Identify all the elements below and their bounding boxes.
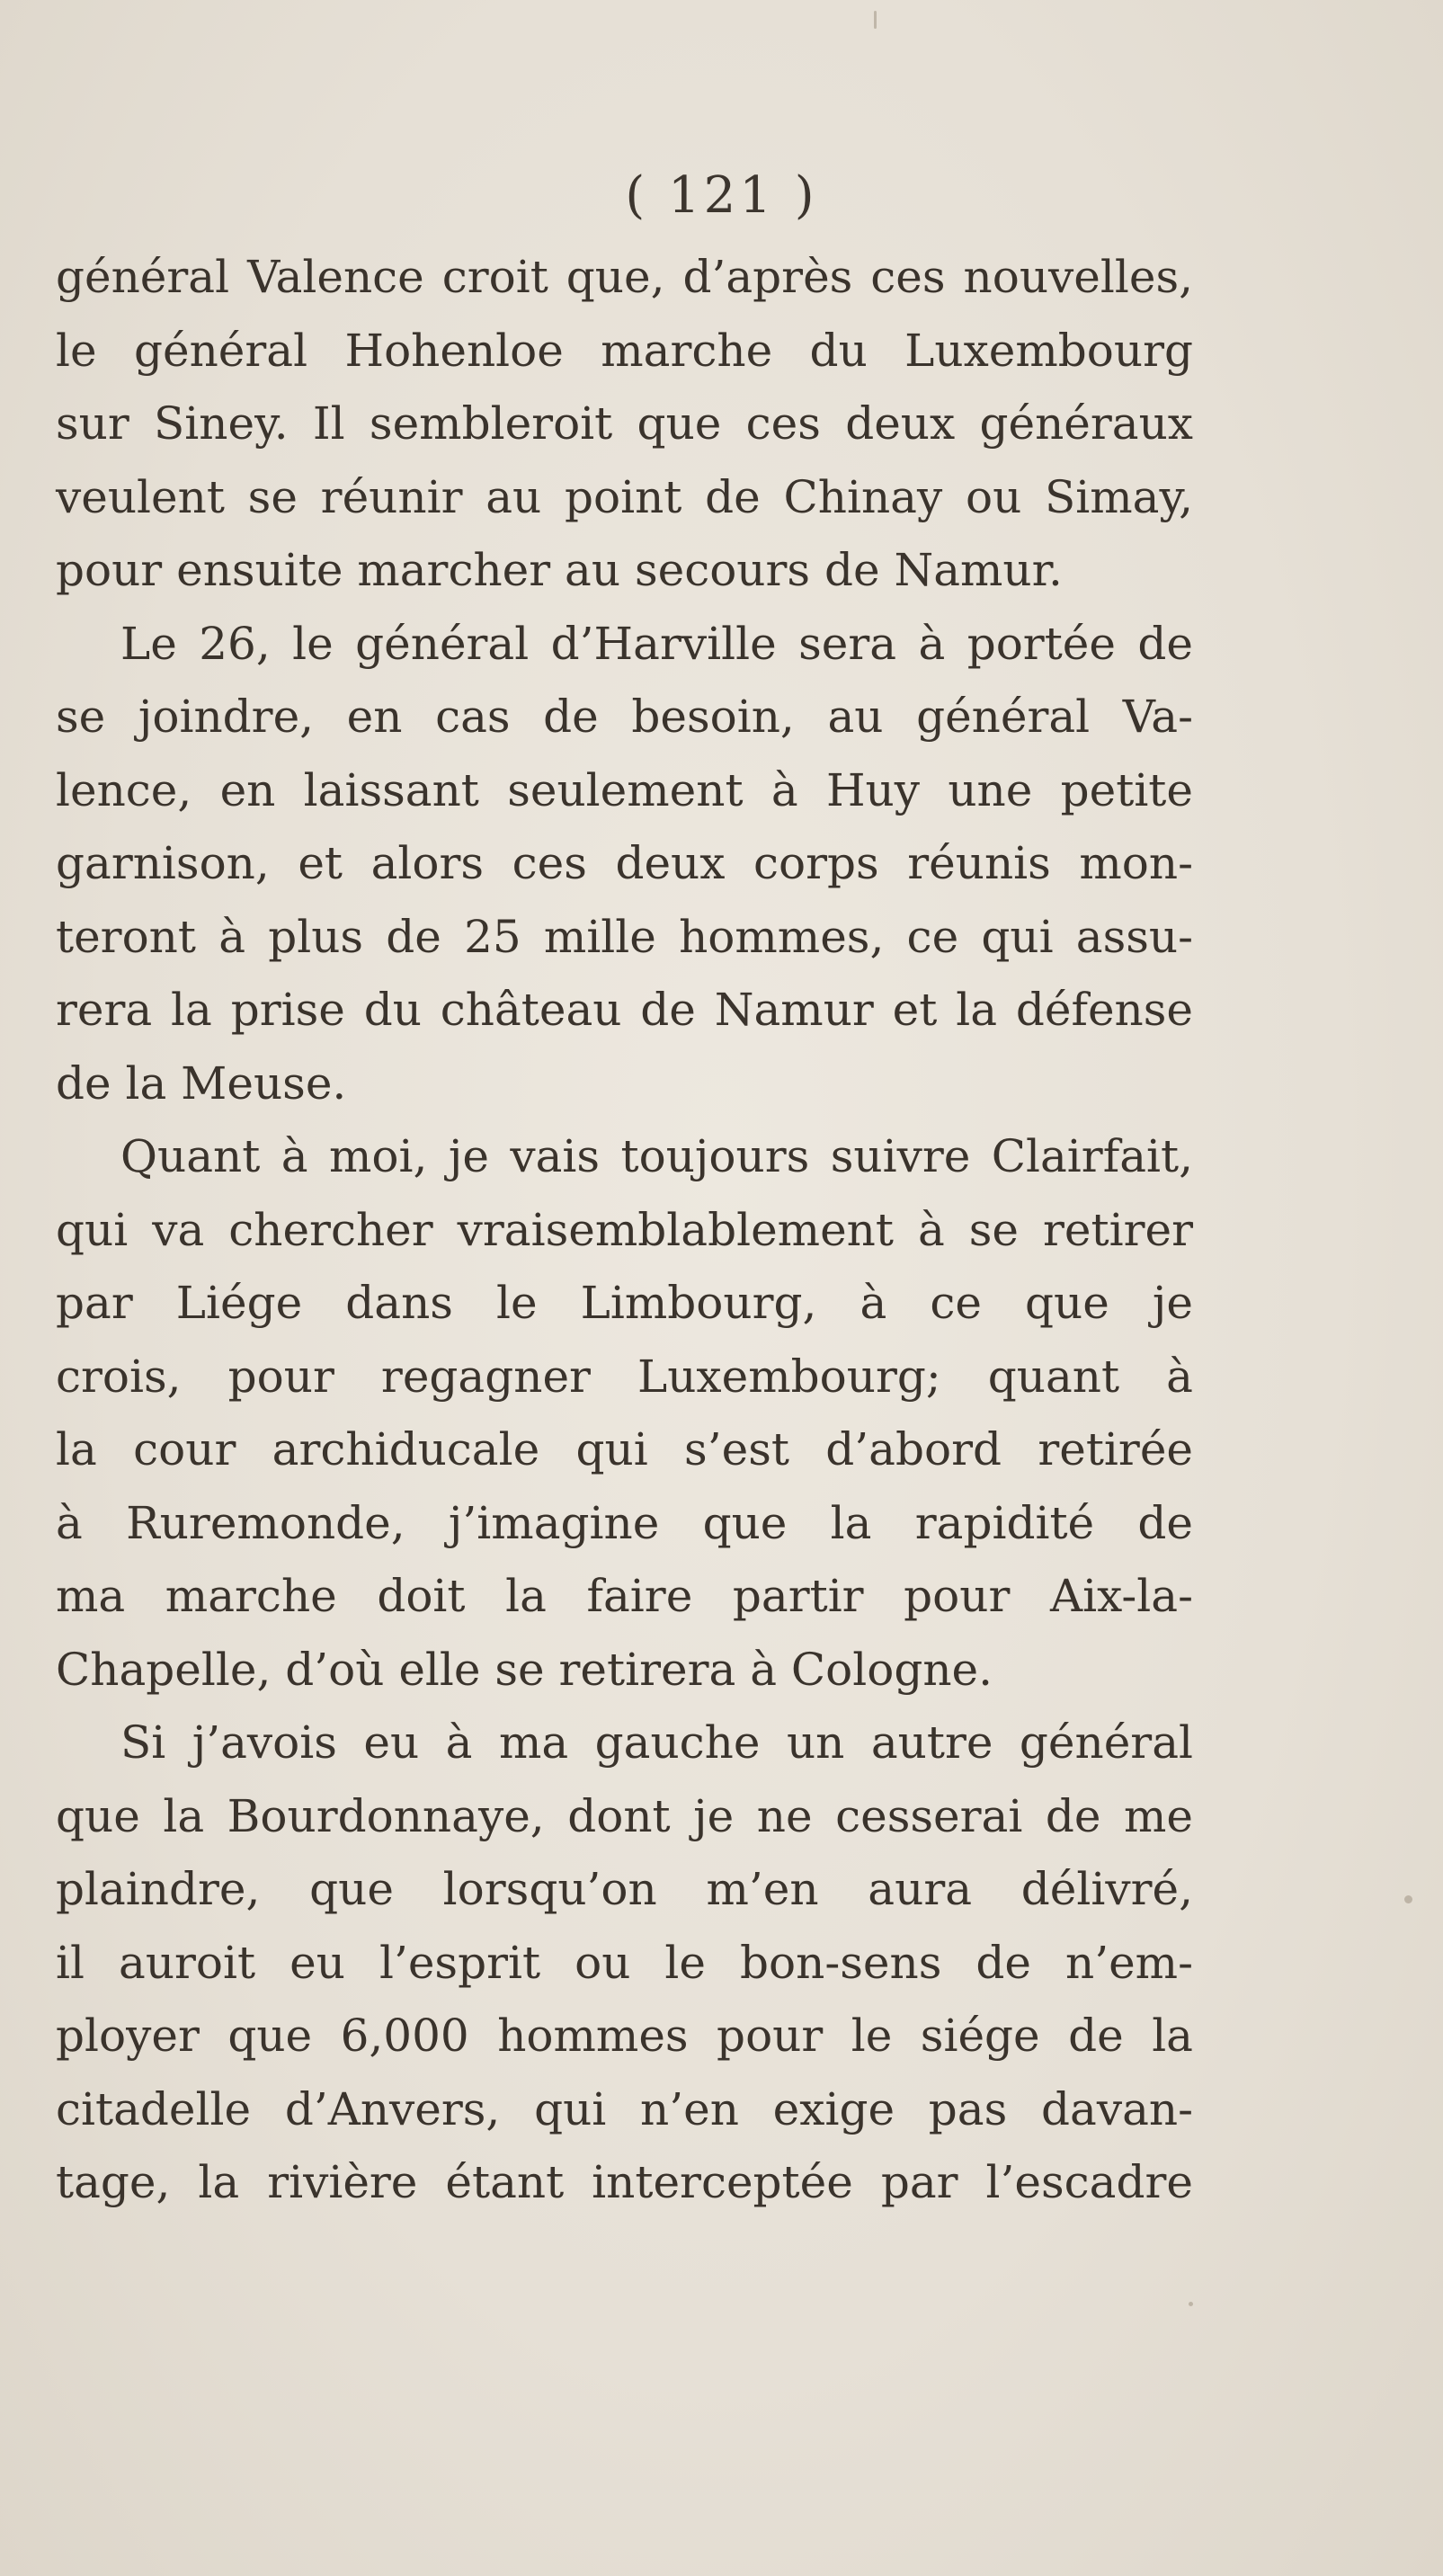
text-line: Le 26, le général d’Harville sera à portée de bbox=[120, 617, 1193, 670]
text-line: lence, en laissant seulement à Huy une petite bbox=[56, 763, 1193, 816]
text-line: Si j’avois eu à ma gauche un autre général bbox=[120, 1716, 1193, 1769]
text-line: teront à plus de 25 mille hommes, ce qui assu- bbox=[56, 910, 1193, 963]
page-number: ( 121 ) bbox=[625, 166, 818, 225]
text-line: que la Bourdonnaye, dont je ne cesserai de me bbox=[56, 1789, 1193, 1842]
text-line: veulent se réunir au point de Chinay ou Simay, bbox=[56, 470, 1193, 523]
text-line: Quant à moi, je vais toujours suivre Clairfait, bbox=[120, 1130, 1193, 1182]
text-line: le général Hohenloe marche du Luxembourg bbox=[56, 324, 1193, 377]
text-line: à Ruremonde, j’imagine que la rapidité de bbox=[56, 1496, 1193, 1549]
text-line: par Liége dans le Limbourg, à ce que je bbox=[56, 1277, 1193, 1329]
text-line: rera la prise du château de Namur et la défense bbox=[56, 984, 1193, 1036]
text-line: crois, pour regagner Luxembourg; quant à bbox=[56, 1350, 1193, 1403]
text-line: de la Meuse. bbox=[56, 1056, 347, 1110]
paper-speck bbox=[1189, 2302, 1193, 2306]
text-line: citadelle d’Anvers, qui n’en exige pas davan- bbox=[56, 2082, 1193, 2135]
text-line: sur Siney. Il sembleroit que ces deux généraux bbox=[56, 397, 1193, 450]
text-line: se joindre, en cas de besoin, au général Va- bbox=[56, 691, 1193, 743]
text-line: ployer que 6,000 hommes pour le siége de la bbox=[56, 2010, 1193, 2062]
text-line: la cour archiducale qui s’est d’abord retirée bbox=[56, 1423, 1193, 1475]
text-line: ma marche doit la faire partir pour Aix-la- bbox=[56, 1570, 1193, 1622]
text-line: qui va chercher vraisemblablement à se retirer bbox=[56, 1203, 1193, 1256]
text-line: plaindre, que lorsqu’on m’en aura délivré, bbox=[56, 1863, 1193, 1915]
paper-speck bbox=[1404, 1895, 1412, 1903]
text-line: général Valence croit que, d’après ces nouvelles, bbox=[56, 251, 1193, 303]
body-text bbox=[56, 241, 1193, 2220]
paper-speck bbox=[874, 11, 877, 29]
text-line: Chapelle, d’où elle se retirera à Cologne. bbox=[56, 1643, 993, 1696]
text-line: tage, la rivière étant interceptée par l’escadre bbox=[56, 2156, 1193, 2208]
text-line: il auroit eu l’esprit ou le bon-sens de n’em- bbox=[56, 1936, 1193, 1989]
text-line: pour ensuite marcher au secours de Namur. bbox=[56, 544, 1063, 596]
text-line: garnison, et alors ces deux corps réunis mon- bbox=[56, 837, 1193, 889]
